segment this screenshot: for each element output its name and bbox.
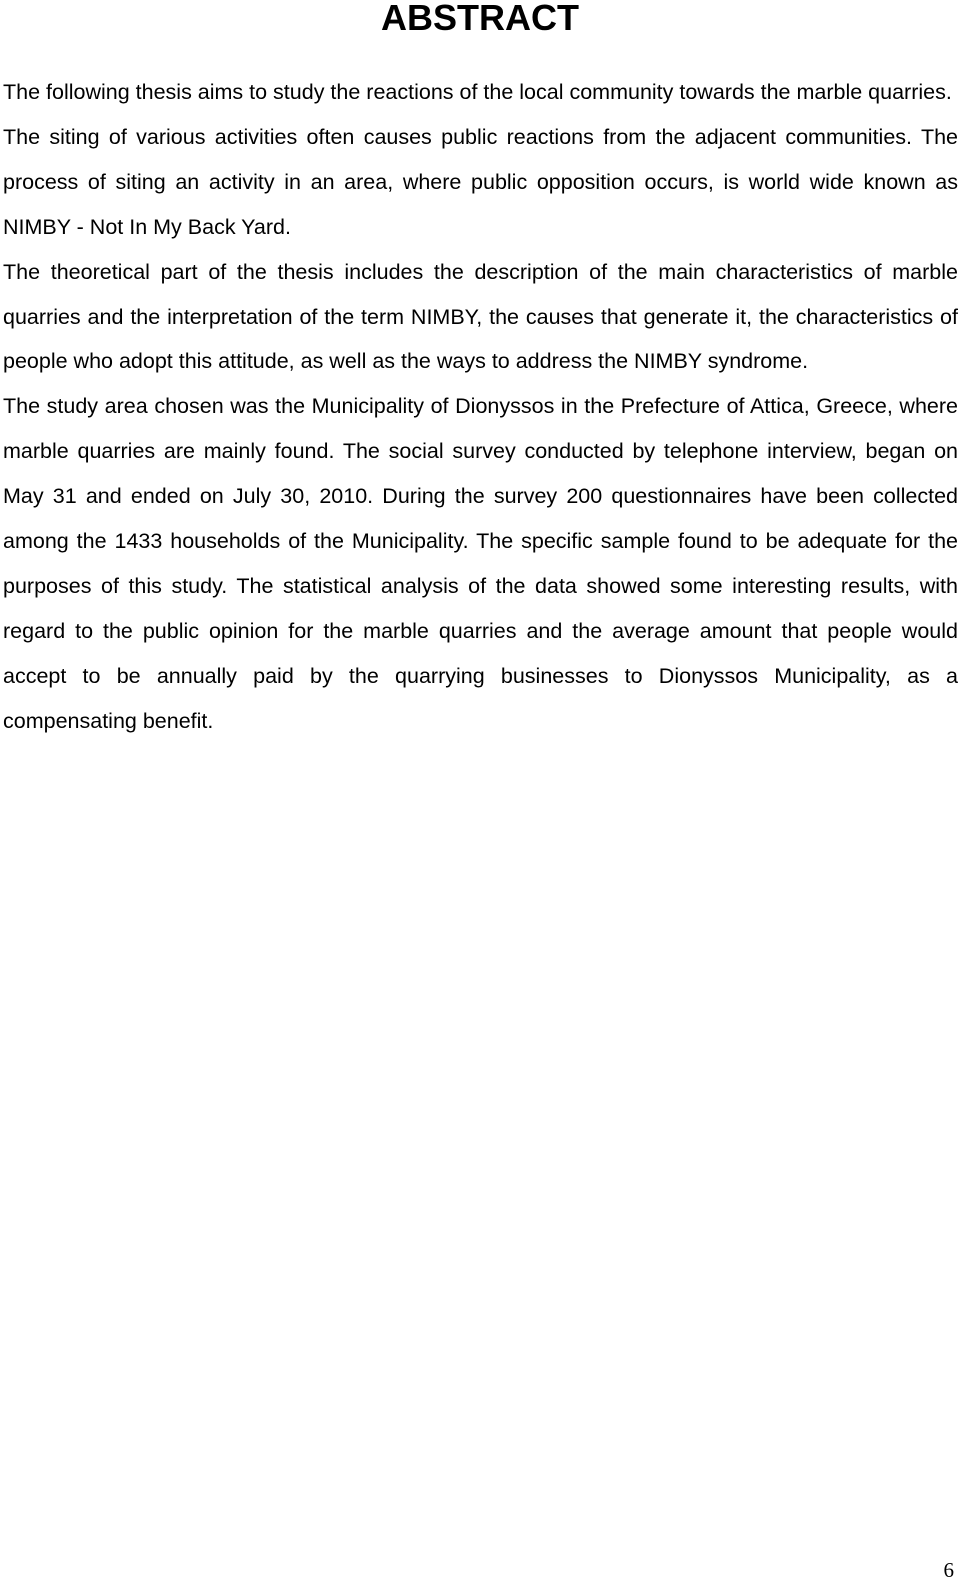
paragraph-intro: The following thesis aims to study the reactions of the local community towards the marble quarries. bbox=[3, 80, 952, 104]
abstract-body bbox=[3, 70, 958, 744]
page-number: 6 bbox=[943, 1558, 954, 1582]
paragraph-nimby-definition: The siting of various activities often causes public reactions from the adjacent communities. The process of siting an activity in an area, where public opposition occurs, is world wide known as NIMBY - Not In My Back Yard. bbox=[3, 124, 958, 239]
page-title: ABSTRACT bbox=[381, 0, 579, 38]
paragraph-study-area: The study area chosen was the Municipality of Dionyssos in the Prefecture of Attica, Greece, where marble quarries are mainly found. The social survey conducted by telephone interview, began on May 31 and ended on July 30, 2010. During the survey 200 questionnaires have been collected among the 1433 households of the Municipality. The specific sample found to be adequate for the purposes of this study. The statistical analysis of the data showed some interesting results, with regard to the public opinion for the marble quarries and the average amount that people would accept to be annually paid by the quarrying businesses to Dionyssos Municipality, as a compensating benefit. bbox=[3, 394, 958, 733]
paragraph-theoretical-part: The theoretical part of the thesis includes the description of the main characteristics of marble quarries and the interpretation of the term NIMBY, the causes that generate it, the characteristics of people who adopt this attitude, as well as the ways to address the NIMBY syndrome. bbox=[3, 259, 958, 374]
